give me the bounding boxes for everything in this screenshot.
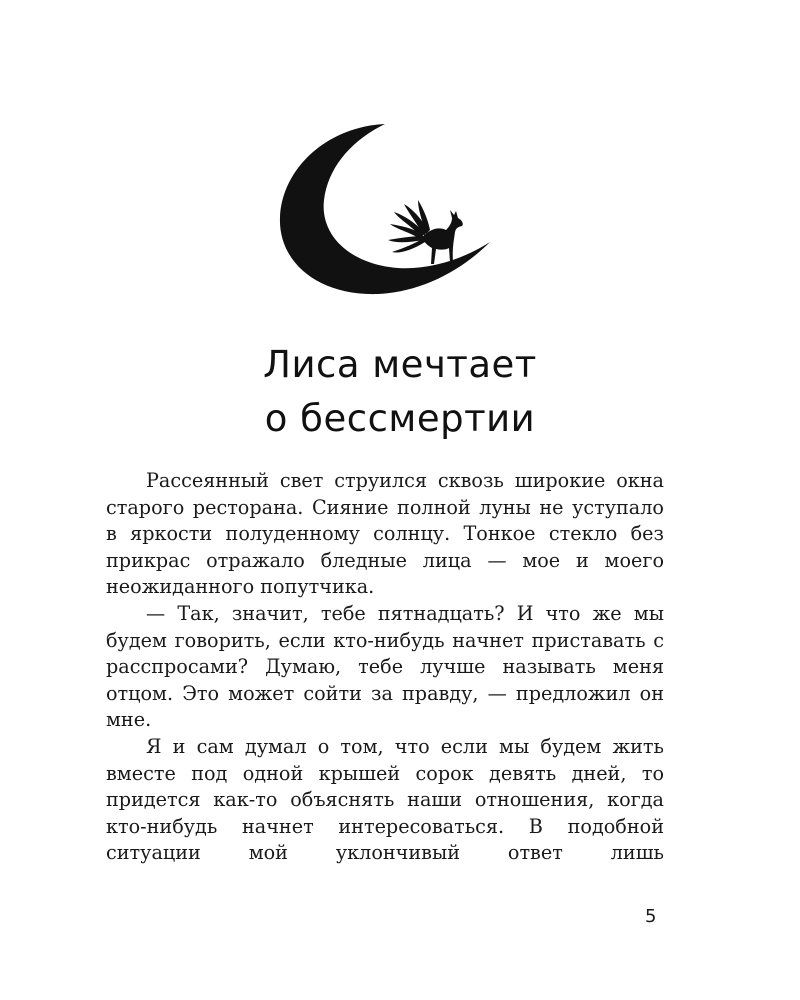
- page-number: 5: [645, 906, 657, 927]
- fox-icon: [388, 200, 463, 264]
- paragraph-1: Рассеянный свет струился сквозь широкие окна старого ресторана. Сияние полной луны не уступало в яркости полуденному солнцу. Тонкое стекло без прикрас отражало бледные лица — мое и моего неожиданного попутчика.: [106, 469, 664, 599]
- crescent-moon-with-fox-icon: [240, 112, 500, 302]
- paragraph-3: Я и сам думал о том, что если мы будем жить вместе под одной крышей сорок девять дней, то придется как-то объяснять наши отношения, когда кто-нибудь начнет интересоваться. В подобной ситуации мой уклончивый ответ лишь: [106, 734, 664, 865]
- chapter-title-line-2: о бессмертии: [264, 397, 536, 440]
- crescent-moon-icon: [280, 124, 490, 294]
- chapter-title-line-1: Лиса мечтает: [263, 343, 537, 386]
- body-text: [106, 468, 664, 867]
- chapter-title: [0, 338, 800, 446]
- paragraph-2: — Так, значит, тебе пятнадцать? И что же мы будем говорить, если кто-нибудь начнет приставать с расспросами? Думаю, тебе лучше называть меня отцом. Это может сойти за правду, — предложил он мне.: [106, 601, 664, 732]
